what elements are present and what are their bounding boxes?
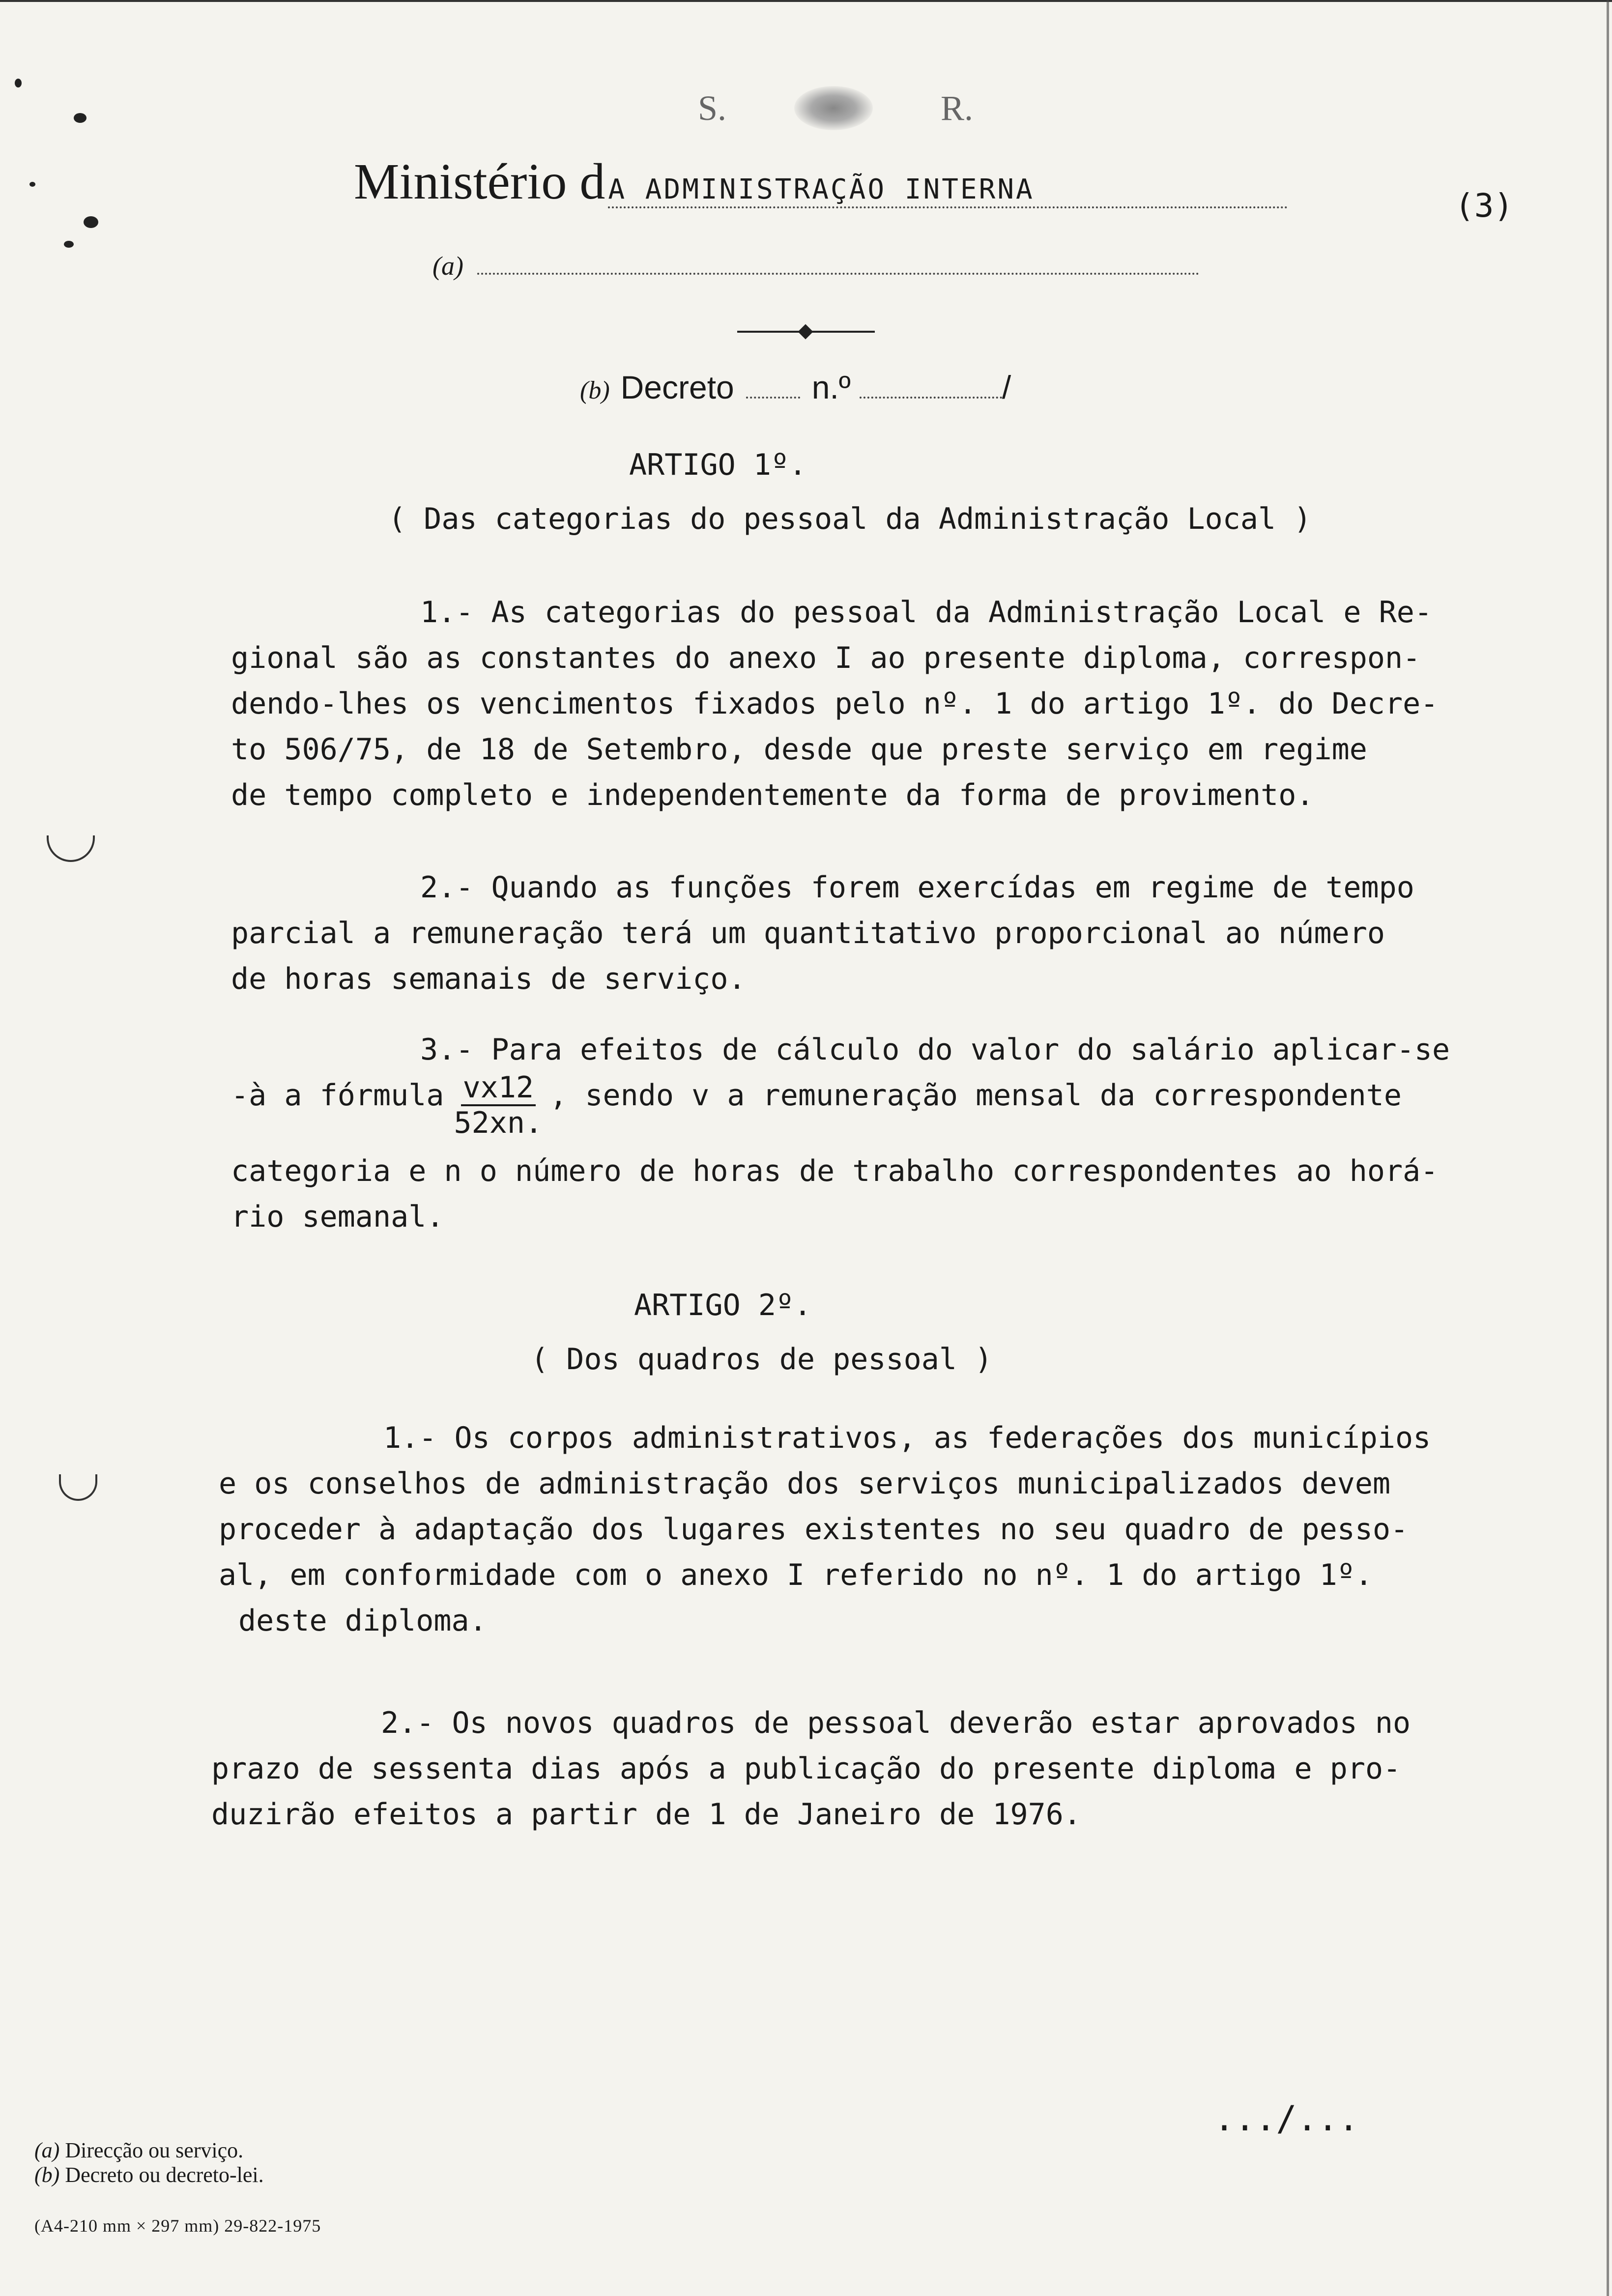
margin-speck bbox=[74, 113, 86, 123]
stamp-letter-s: S. bbox=[698, 88, 727, 128]
footnote-b-text: Decreto ou decreto-lei. bbox=[65, 2163, 264, 2187]
service-line-mark: (a) bbox=[432, 251, 463, 281]
text-line: 2.- Quando as funções forem exercídas em regime de tempo bbox=[420, 870, 1414, 905]
formula-denominator: 52xn. bbox=[454, 1106, 543, 1140]
slash-mark: / bbox=[1002, 369, 1011, 405]
ministry-name: A ADMINISTRAÇÃO INTERNA bbox=[608, 173, 1288, 208]
service-line bbox=[432, 251, 1199, 281]
decreto-mark: (b) bbox=[580, 376, 610, 404]
artigo-1-paragraph-3 bbox=[231, 1027, 1578, 1240]
text-line: 3.- Para efeitos de cálculo do valor do salário aplicar-se bbox=[420, 1033, 1450, 1067]
artigo-1-title: ARTIGO 1º. bbox=[629, 448, 807, 482]
text-line: parcial a remuneração terá um quantitativo proporcional ao número bbox=[231, 916, 1385, 950]
text-line: de horas semanais de serviço. bbox=[231, 962, 746, 996]
decreto-line bbox=[580, 369, 1071, 406]
text-line: e os conselhos de administração dos serviços municipalizados devem bbox=[219, 1466, 1391, 1501]
page-number: (3) bbox=[1455, 187, 1514, 225]
coat-of-arms-icon bbox=[794, 86, 873, 130]
divider-ornament bbox=[737, 324, 875, 339]
text-line: proceder à adaptação dos lugares existentes no seu quadro de pesso- bbox=[219, 1512, 1409, 1547]
right-scan-edge bbox=[1607, 0, 1609, 2296]
ministry-label: Ministério d bbox=[354, 153, 605, 210]
decreto-type-field bbox=[746, 382, 800, 399]
artigo-1-paragraph-1 bbox=[231, 590, 1578, 818]
punch-hole-mark bbox=[47, 835, 95, 862]
continuation-mark: .../... bbox=[1214, 2098, 1359, 2139]
text-line: rio semanal. bbox=[231, 1200, 444, 1234]
footnote-a-text: Direcção ou serviço. bbox=[65, 2138, 244, 2162]
decreto-label: Decreto bbox=[620, 369, 734, 405]
formula-line bbox=[231, 1070, 1578, 1140]
text-line: al, em conformidade com o anexo I referido no nº. 1 do artigo 1º. bbox=[219, 1558, 1373, 1592]
text-line: duzirão efeitos a partir de 1 de Janeiro de 1976. bbox=[211, 1797, 1082, 1832]
text-line: dendo-lhes os vencimentos fixados pelo nº. 1 do artigo 1º. do Decre- bbox=[231, 687, 1439, 721]
artigo-1-subtitle: ( Das categorias do pessoal da Administração Local ) bbox=[388, 502, 1312, 536]
number-label: n.º bbox=[811, 369, 851, 405]
text-line: de tempo completo e independentemente da forma de provimento. bbox=[231, 778, 1314, 812]
artigo-2-subtitle: ( Dos quadros de pessoal ) bbox=[531, 1342, 993, 1377]
diamond-icon bbox=[798, 324, 813, 339]
top-border bbox=[0, 0, 1612, 2]
stamp-letter-r: R. bbox=[940, 88, 973, 128]
footnote-a-mark: (a) bbox=[34, 2138, 60, 2162]
artigo-2-paragraph-2 bbox=[211, 1700, 1558, 1837]
formula-suffix: , sendo v a remuneração mensal da correspondente bbox=[549, 1078, 1402, 1113]
punch-hole-mark bbox=[59, 1474, 97, 1501]
text-line: 1.- As categorias do pessoal da Administração Local e Re- bbox=[420, 595, 1433, 630]
footnote-b bbox=[34, 2162, 264, 2187]
margin-speck bbox=[15, 79, 22, 87]
text-line: prazo de sessenta dias após a publicação do presente diploma e pro- bbox=[211, 1751, 1401, 1786]
ministry-line bbox=[354, 152, 1288, 211]
text-line: gional são as constantes do anexo I ao presente diploma, correspon- bbox=[231, 641, 1421, 675]
margin-speck bbox=[29, 182, 35, 187]
decreto-number-field bbox=[860, 382, 1002, 399]
seal-stamp bbox=[698, 79, 973, 138]
salary-formula bbox=[454, 1070, 543, 1140]
footnote-a bbox=[34, 2138, 243, 2163]
form-reference: (A4-210 mm × 297 mm) 29-822-1975 bbox=[34, 2216, 321, 2236]
text-line: deste diploma. bbox=[238, 1604, 487, 1638]
text-line: categoria e n o número de horas de trabalho correspondentes ao horá- bbox=[231, 1154, 1439, 1188]
margin-speck bbox=[84, 216, 98, 228]
formula-prefix: -à a fórmula bbox=[231, 1078, 444, 1113]
artigo-1-paragraph-2 bbox=[231, 865, 1578, 1002]
footnote-b-mark: (b) bbox=[34, 2163, 60, 2187]
artigo-2-title: ARTIGO 2º. bbox=[634, 1288, 812, 1322]
service-dotted-field bbox=[477, 253, 1199, 275]
text-line: 2.- Os novos quadros de pessoal deverão estar aprovados no bbox=[381, 1706, 1411, 1740]
formula-numerator: vx12 bbox=[461, 1073, 536, 1106]
artigo-2-paragraph-1 bbox=[219, 1415, 1565, 1644]
text-line: to 506/75, de 18 de Setembro, desde que preste serviço em regime bbox=[231, 732, 1367, 767]
text-line: 1.- Os corpos administrativos, as federações dos municípios bbox=[383, 1421, 1431, 1455]
margin-speck bbox=[64, 241, 74, 248]
